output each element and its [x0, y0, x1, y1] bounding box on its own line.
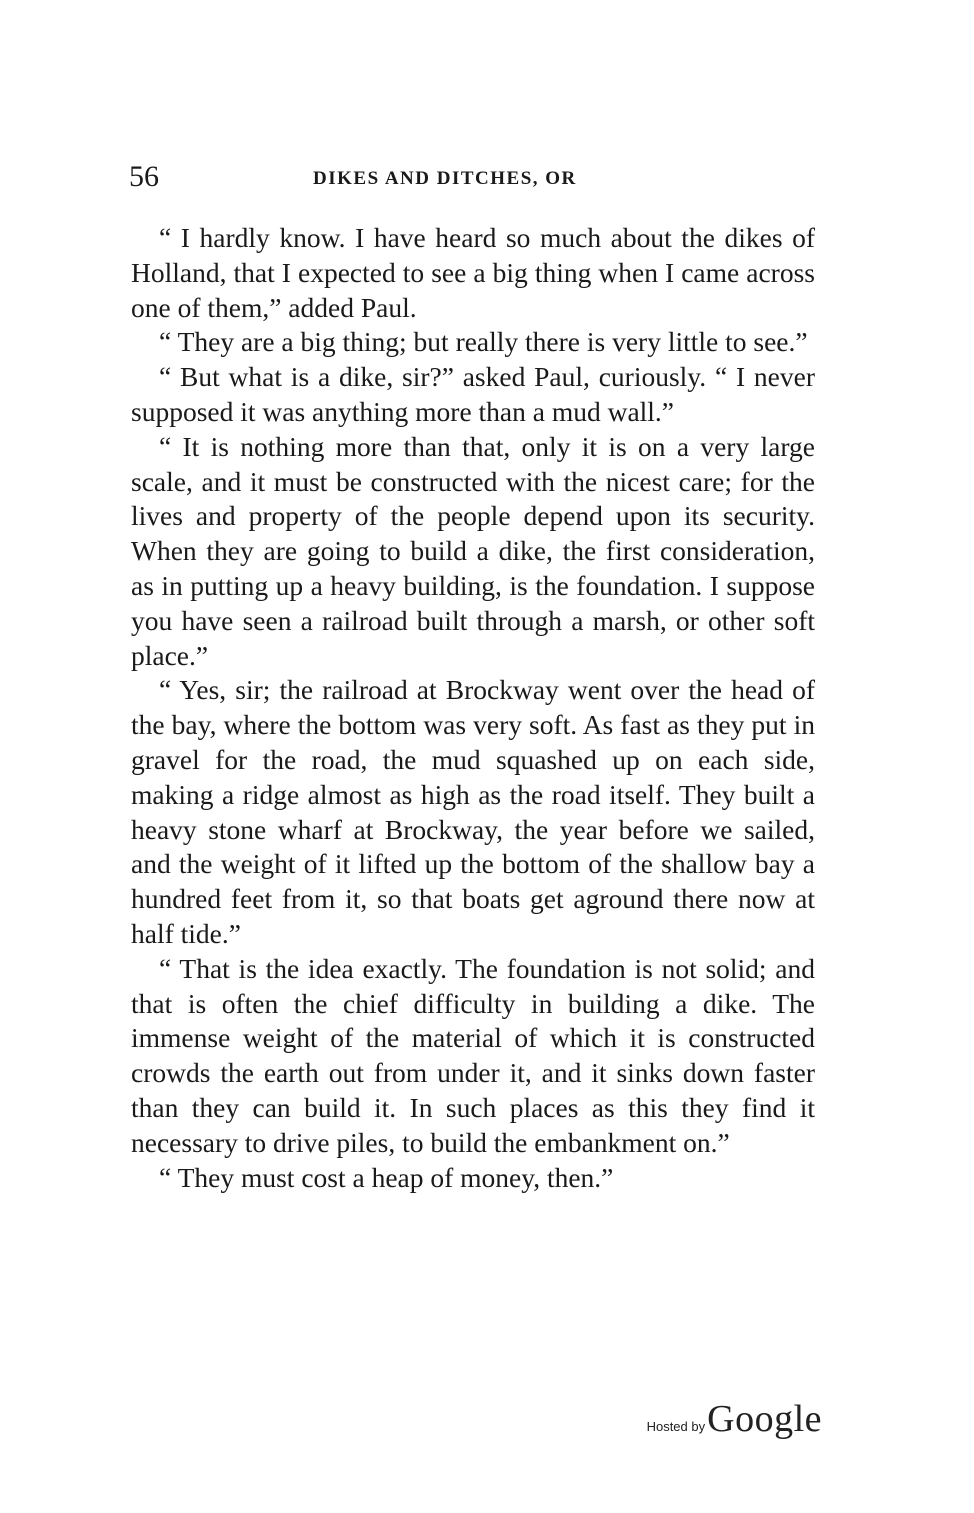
body-text [131, 221, 815, 1195]
paragraph: “ I hardly know. I have heard so much about the dikes of Holland, that I expected to see a big thing when I came across one of them,” added Paul. [131, 222, 815, 323]
paragraph: “ It is nothing more than that, only it is on a very large scale, and it must be constructed with the nicest care; for the lives and property of the people depend upon its security. When they are going to build a dike, the first consideration, as in putting up a heavy building, is the foundation. I suppose you have seen a railroad built through a marsh, or other soft place.” [131, 430, 815, 671]
paragraph: “ That is the idea exactly. The foundation is not solid; and that is often the chief difficulty in building a dike. The immense weight of the material of which it is constructed crowds the earth out from under it, and it sinks down faster than they can build it. In such places as this they find it necessary to drive piles, to build the embankment on.” [131, 952, 815, 1158]
running-head: DIKES AND DITCHES, OR [313, 168, 577, 189]
paragraph: “ They are a big thing; but really there is very little to see.” [159, 326, 808, 358]
paragraph: “ They must cost a heap of money, then.” [159, 1161, 614, 1193]
watermark-prefix: Hosted by [646, 1419, 706, 1434]
page-header [129, 160, 819, 194]
paragraph: “ Yes, sir; the railroad at Brockway went over the head of the bay, where the bottom was very soft. As fast as they put in gravel for the road, the mud squashed up on each side, making a ridge almost as high as the road itself. They built a heavy stone wharf at Brockway, the year before we sailed, and the weight of it lifted up the bottom of the shallow bay a hundred feet from it, so that boats get aground there now at half tide.” [131, 674, 815, 949]
hosted-by-google-watermark [647, 1397, 822, 1441]
google-logo: Google [707, 1398, 822, 1440]
paragraph: “ But what is a dike, sir?” asked Paul, curiously. “ I never supposed it was anything more than a mud wall.” [131, 361, 815, 427]
page-number: 56 [129, 160, 159, 193]
